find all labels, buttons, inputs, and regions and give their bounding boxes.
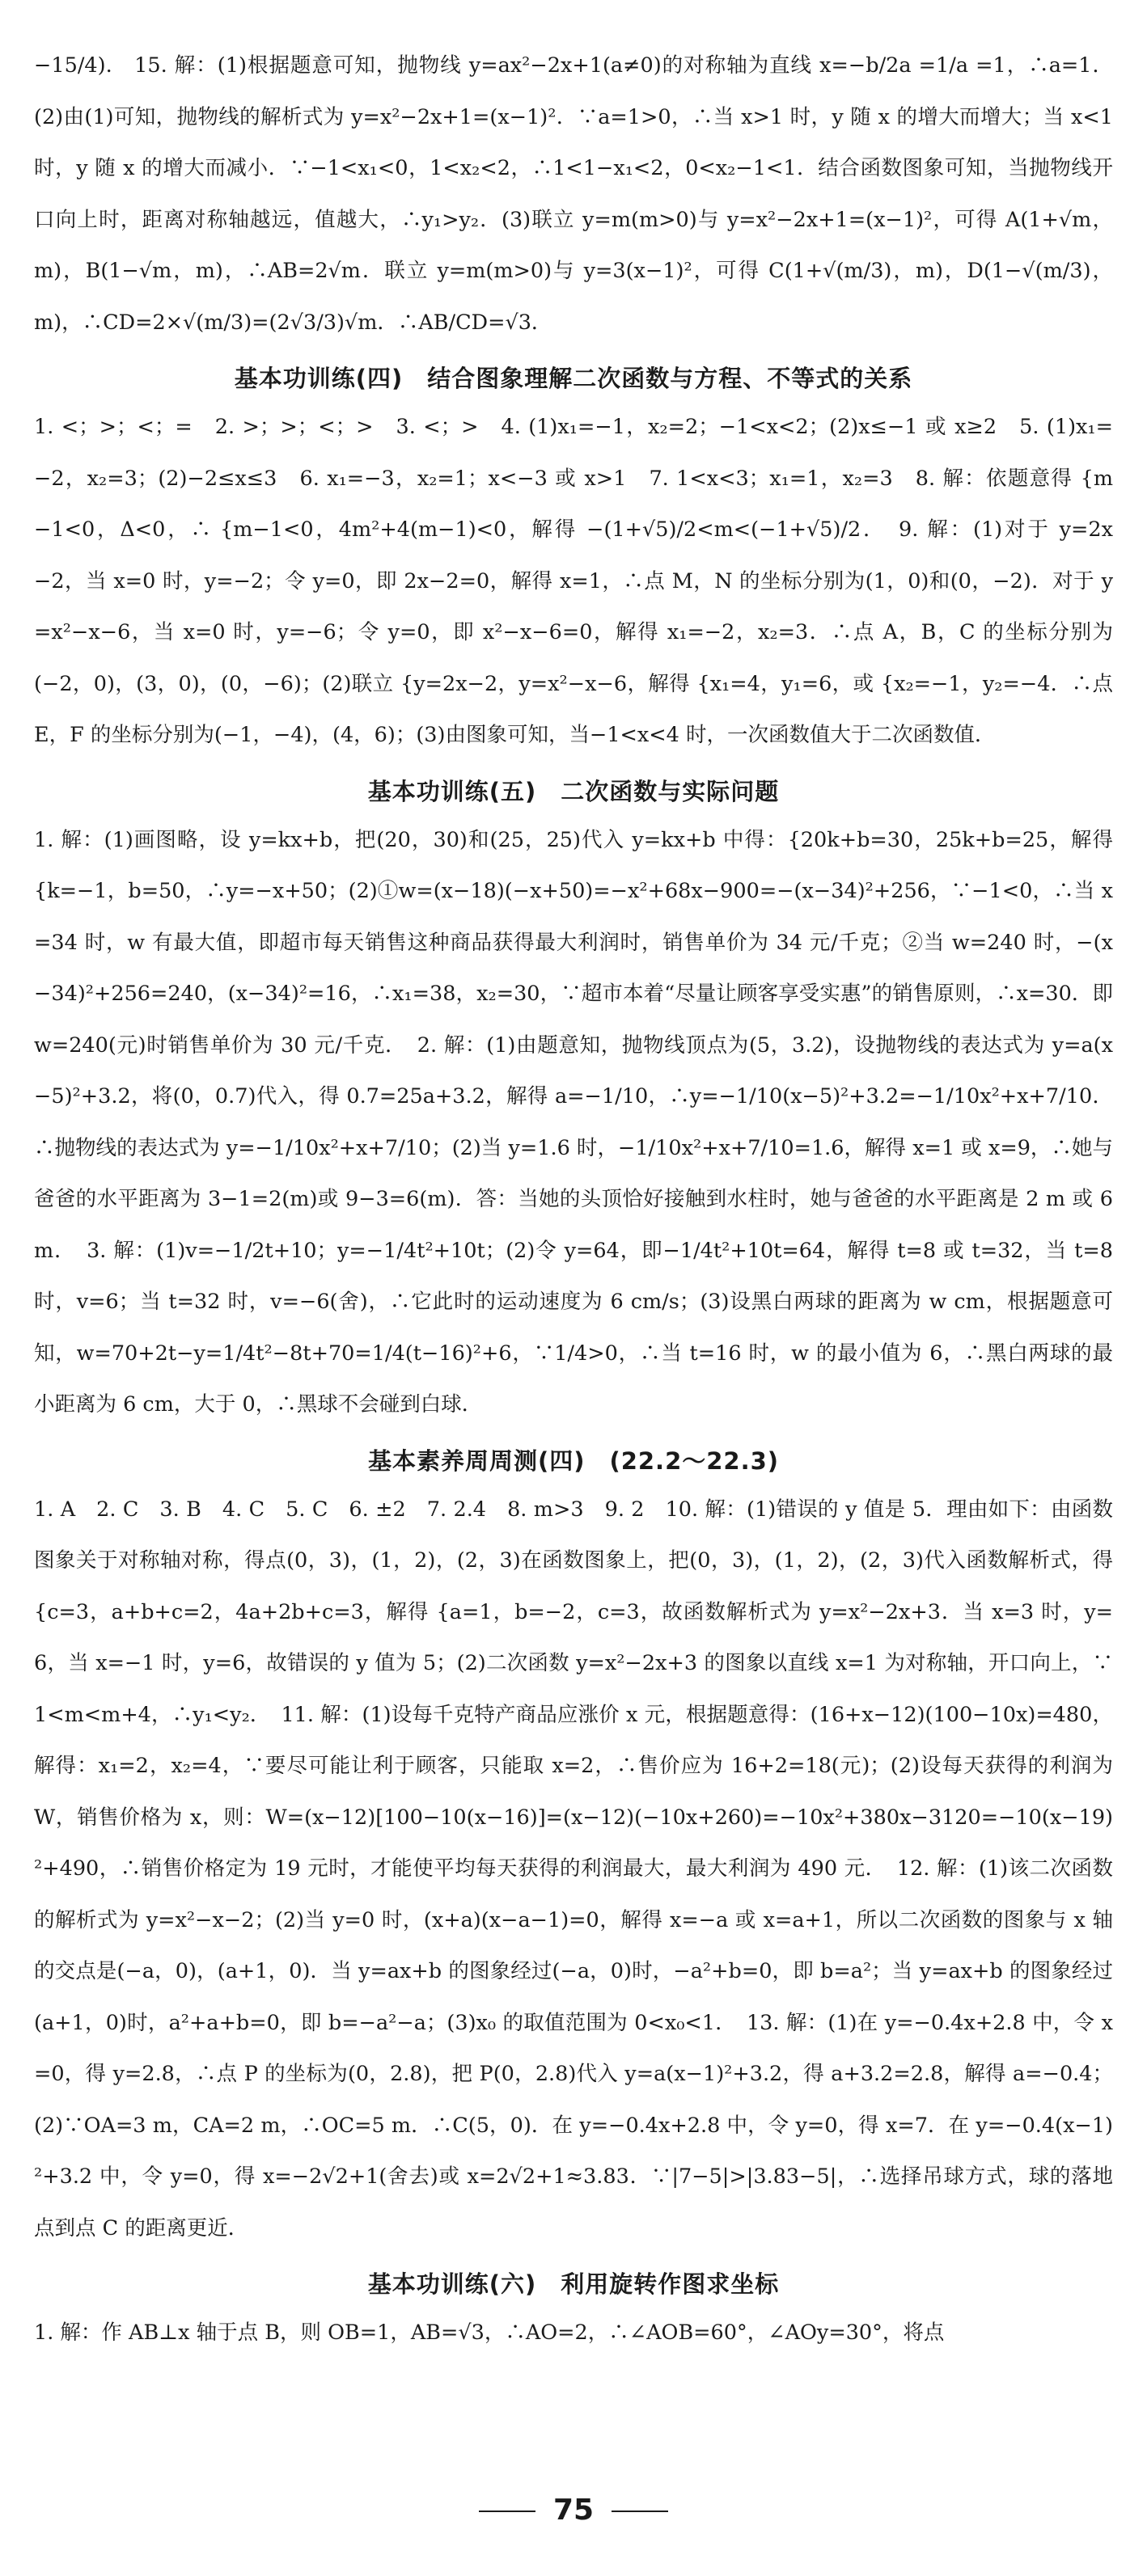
page-footer xyxy=(0,2490,1147,2531)
footer-dash-left xyxy=(479,2511,535,2512)
section-heading-training-6: 基本功训练(六) 利用旋转作图求坐标 xyxy=(367,2270,780,2298)
answer-paragraph-training-4: 1. <；>；<；= 2. >；>；<；> 3. <；> 4. (1)x₁=−1，x₂=2；−1<x<2；(2)x≤−1 或 x≥2 5. (1)x₁=−2，x₂=3；(2)−2≤x≤3 6. x₁=−3，x₂=1；x<−3 或 x>1 7. 1<x<3；x₁=1，x₂=3 8. 解：依题意得 {m−1<0，Δ<0，∴ {m−1<0，4m²+4(m−1)<0，解得 −(1+√5)/2<m<(−1+√5)/2． 9. 解：(1)对于 y=2x−2，当 x=0 时，y=−2；令 y=0，即 2x−2=0，解得 x=1，∴点 M，N 的坐标分别为(1，0)和(0，−2)．对于 y=x²−x−6，当 x=0 时，y=−6；令 y=0，即 x²−x−6=0，解得 x₁=−2，x₂=3．∴点 A，B，C 的坐标分别为(−2，0)，(3，0)，(0，−6)；(2)联立 {y=2x−2，y=x²−x−6，解得 {x₁=4，y₁=6，或 {x₂=−1，y₂=−4．∴点 E，F 的坐标分别为(−1，−4)，(4，6)；(3)由图象可知，当−1<x<4 时，一次函数值大于二次函数值． xyxy=(34,415,1113,747)
section-heading-training-5: 基本功训练(五) 二次函数与实际问题 xyxy=(367,777,780,805)
footer-dash-right xyxy=(612,2511,668,2512)
answer-paragraph-training-5: 1. 解：(1)画图略，设 y=kx+b，把(20，30)和(25，25)代入 y=kx+b 中得：{20k+b=30，25k+b=25，解得 {k=−1，b=50，∴y=−x+50；(2)①w=(x−18)(−x+50)=−x²+68x−900=−(x−34)²+256，∵−1<0，∴当 x=34 时，w 有最大值，即超市每天销售这种商品获得最大利润时，销售单价为 34 元/千克；②当 w=240 时，−(x−34)²+256=240，(x−34)²=16，∴x₁=38，x₂=30，∵超市本着“尽量让顾客享受实惠”的销售原则，∴x=30．即 w=240(元)时销售单价为 30 元/千克． 2. 解：(1)由题意知，抛物线顶点为(5，3.2)，设抛物线的表达式为 y=a(x−5)²+3.2，将(0，0.7)代入，得 0.7=25a+3.2，解得 a=−1/10，∴y=−1/10(x−5)²+3.2=−1/10x²+x+7/10．∴抛物线的表达式为 y=−1/10x²+x+7/10；(2)当 y=1.6 时，−1/10x²+x+7/10=1.6，解得 x=1 或 x=9，∴她与爸爸的水平距离为 3−1=2(m)或 9−3=6(m)．答：当她的头顶恰好接触到水柱时，她与爸爸的水平距离是 2 m 或 6 m． 3. 解：(1)v=−1/2t+10；y=−1/4t²+10t；(2)令 y=64，即−1/4t²+10t=64，解得 t=8 或 t=32，当 t=8 时，v=6；当 t=32 时，v=−6(舍)，∴它此时的运动速度为 6 cm/s；(3)设黑白两球的距离为 w cm，根据题意可知，w=70+2t−y=1/4t²−8t+70=1/4(t−16)²+6，∵1/4>0，∴当 t=16 时，w 的最小值为 6，∴黑白两球的最小距离为 6 cm，大于 0，∴黑球不会碰到白球． xyxy=(34,827,1113,1417)
answer-paragraph-weekly-test-4: 1. A 2. C 3. B 4. C 5. C 6. ±2 7. 2.4 8. m>3 9. 2 10. 解：(1)错误的 y 值是 5．理由如下：由函数图象关于对称轴对称，得点(0，3)，(1，2)，(2，3)在函数图象上，把(0，3)，(1，2)，(2，3)代入函数解析式，得 {c=3，a+b+c=2，4a+2b+c=3，解得 {a=1，b=−2，c=3，故函数解析式为 y=x²−2x+3．当 x=3 时，y=6，当 x=−1 时，y=6，故错误的 y 值为 5；(2)二次函数 y=x²−2x+3 的图象以直线 x=1 为对称轴，开口向上，∵1<m<m+4，∴y₁<y₂． 11. 解：(1)设每千克特产商品应涨价 x 元，根据题意得：(16+x−12)(100−10x)=480，解得：x₁=2，x₂=4，∵要尽可能让利于顾客，只能取 x=2，∴售价应为 16+2=18(元)；(2)设每天获得的利润为 W，销售价格为 x，则：W=(x−12)[100−10(x−16)]=(x−12)(−10x+260)=−10x²+380x−3120=−10(x−19)²+490，∴销售价格定为 19 元时，才能使平均每天获得的利润最大，最大利润为 490 元． 12. 解：(1)该二次函数的解析式为 y=x²−x−2；(2)当 y=0 时，(x+a)(x−a−1)=0，解得 x=−a 或 x=a+1，所以二次函数的图象与 x 轴的交点是(−a，0)，(a+1，0)．当 y=ax+b 的图象经过(−a，0)时，−a²+b=0，即 b=a²；当 y=ax+b 的图象经过(a+1，0)时，a²+a+b=0，即 b=−a²−a；(3)x₀ 的取值范围为 0<x₀<1． 13. 解：(1)在 y=−0.4x+2.8 中，令 x=0，得 y=2.8，∴点 P 的坐标为(0，2.8)，把 P(0，2.8)代入 y=a(x−1)²+3.2，得 a+3.2=2.8，解得 a=−0.4；(2)∵OA=3 m，CA=2 m，∴OC=5 m．∴C(5，0)．在 y=−0.4x+2.8 中，令 y=0，得 x=7．在 y=−0.4(x−1)²+3.2 中，令 y=0，得 x=−2√2+1(舍去)或 x=2√2+1≈3.83．∵|7−5|>|3.83−5|，∴选择吊球方式，球的落地点到点 C 的距离更近． xyxy=(34,1497,1113,2240)
section-heading-training-4: 基本功训练(四) 结合图象理解二次函数与方程、不等式的关系 xyxy=(234,365,913,392)
answer-paragraph-training-6: 1. 解：作 AB⊥x 轴于点 B，则 OB=1，AB=√3，∴AO=2，∴∠AOB=60°，∠AOy=30°，将点 xyxy=(34,2321,945,2345)
answer-paragraph-15: −15/4). 15. 解：(1)根据题意可知，抛物线 y=ax²−2x+1(a≠0)的对称轴为直线 x=−b/2a =1/a =1，∴a=1．(2)由(1)可知，抛物线的解析式为 y=x²−2x+1=(x−1)²．∵a=1>0，∴当 x>1 时，y 随 x 的增大而增大；当 x<1 时，y 随 x 的增大而减小．∵−1<x₁<0，1<x₂<2，∴1<1−x₁<2，0<x₂−1<1．结合函数图象可知，当抛物线开口向上时，距离对称轴越远，值越大，∴y₁>y₂．(3)联立 y=m(m>0)与 y=x²−2x+1=(x−1)²，可得 A(1+√m，m)，B(1−√m，m)，∴AB=2√m．联立 y=m(m>0)与 y=3(x−1)²，可得 C(1+√(m/3)，m)，D(1−√(m/3)，m)，∴CD=2×√(m/3)=(2√3/3)√m．∴AB/CD=√3． xyxy=(34,53,1113,335)
page-number: 75 xyxy=(552,2494,595,2527)
section-heading-weekly-test-4: 基本素养周周测(四) (22.2～22.3) xyxy=(367,1446,780,1475)
answer-content xyxy=(34,40,1113,2359)
